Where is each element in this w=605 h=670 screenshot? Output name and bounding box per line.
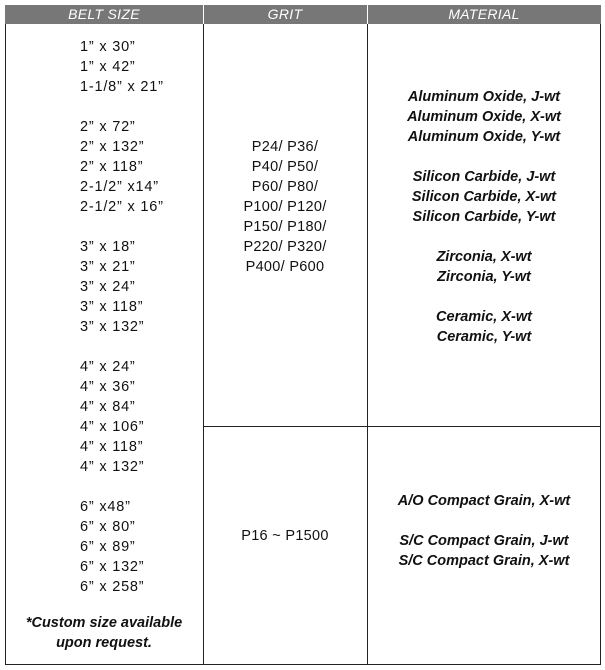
belt-size-item: 6” x48”: [80, 499, 131, 515]
material-list-top: [367, 87, 601, 347]
belt-size-item: 2-1/2” x14”: [80, 179, 159, 195]
belt-size-item: 1” x 30”: [80, 39, 136, 55]
custom-note-line: upon request.: [56, 635, 152, 651]
belt-spec-table: [5, 5, 601, 665]
grit-item: P16 ~ P1500: [241, 528, 329, 544]
group-spacer: [367, 287, 601, 307]
table-border-bottom: [5, 664, 601, 665]
belt-size-item: 6” x 132”: [80, 559, 145, 575]
group-spacer: [367, 147, 601, 167]
material-item: Silicon Carbide, J-wt: [412, 169, 556, 185]
belt-size-item: 2” x 72”: [80, 119, 136, 135]
material-item: S/C Compact Grain, X-wt: [398, 553, 570, 569]
grit-item: P24/ P36/: [251, 139, 319, 155]
belt-size-item: 3” x 21”: [80, 259, 136, 275]
grit-list-bottom: [203, 526, 367, 546]
group-spacer: [80, 217, 210, 237]
belt-size-item: 4” x 132”: [80, 459, 145, 475]
belt-size-list: [80, 37, 210, 597]
belt-size-item: 4” x 106”: [80, 419, 145, 435]
belt-size-item: 3” x 24”: [80, 279, 136, 295]
grit-item: P150/ P180/: [243, 219, 327, 235]
material-item: Aluminum Oxide, J-wt: [407, 89, 561, 105]
grit-item: P220/ P320/: [243, 239, 327, 255]
belt-size-item: 6” x 258”: [80, 579, 145, 595]
belt-size-item: 6” x 80”: [80, 519, 136, 535]
group-spacer: [367, 511, 601, 531]
grit-item: P60/ P80/: [251, 179, 319, 195]
belt-size-item: 2-1/2” x 16”: [80, 199, 164, 215]
material-item: Silicon Carbide, Y-wt: [412, 209, 556, 225]
header-material: MATERIAL: [448, 6, 520, 22]
belt-size-item: 4” x 118”: [80, 439, 144, 455]
belt-size-item: 2” x 132”: [80, 139, 145, 155]
grit-list-top: [203, 137, 367, 277]
material-item: Zirconia, X-wt: [436, 249, 532, 265]
group-spacer: [367, 227, 601, 247]
belt-size-item: 3” x 118”: [80, 299, 144, 315]
material-item: Aluminum Oxide, X-wt: [407, 109, 561, 125]
material-item: S/C Compact Grain, J-wt: [399, 533, 569, 549]
table-header: [5, 5, 601, 24]
belt-size-item: 4” x 84”: [80, 399, 136, 415]
custom-size-note: [5, 613, 203, 653]
header-belt-size: BELT SIZE: [68, 6, 140, 22]
material-item: Ceramic, Y-wt: [436, 329, 532, 345]
table-border-left: [5, 24, 6, 665]
custom-note-line: *Custom size available: [25, 615, 183, 631]
belt-size-item: 4” x 36”: [80, 379, 136, 395]
header-divider: [367, 5, 368, 24]
header-grit: GRIT: [267, 6, 303, 22]
grit-item: P100/ P120/: [243, 199, 327, 215]
row-divider: [203, 426, 601, 427]
group-spacer: [80, 337, 210, 357]
belt-size-item: 1-1/8” x 21”: [80, 79, 164, 95]
material-item: Zirconia, Y-wt: [437, 269, 531, 285]
belt-size-item: 2” x 118”: [80, 159, 144, 175]
belt-size-item: 4” x 24”: [80, 359, 136, 375]
group-spacer: [80, 477, 210, 497]
group-spacer: [80, 97, 210, 117]
belt-size-item: 1” x 42”: [80, 59, 136, 75]
grit-item: P400/ P600: [245, 259, 325, 275]
belt-size-item: 3” x 18”: [80, 239, 136, 255]
grit-item: P40/ P50/: [251, 159, 319, 175]
material-item: Silicon Carbide, X-wt: [411, 189, 557, 205]
material-item: Ceramic, X-wt: [436, 309, 532, 325]
material-item: Aluminum Oxide, Y-wt: [407, 129, 561, 145]
header-divider: [203, 5, 204, 24]
belt-size-item: 6” x 89”: [80, 539, 136, 555]
belt-size-item: 3” x 132”: [80, 319, 145, 335]
material-list-bottom: [367, 491, 601, 571]
material-item: A/O Compact Grain, X-wt: [397, 493, 571, 509]
